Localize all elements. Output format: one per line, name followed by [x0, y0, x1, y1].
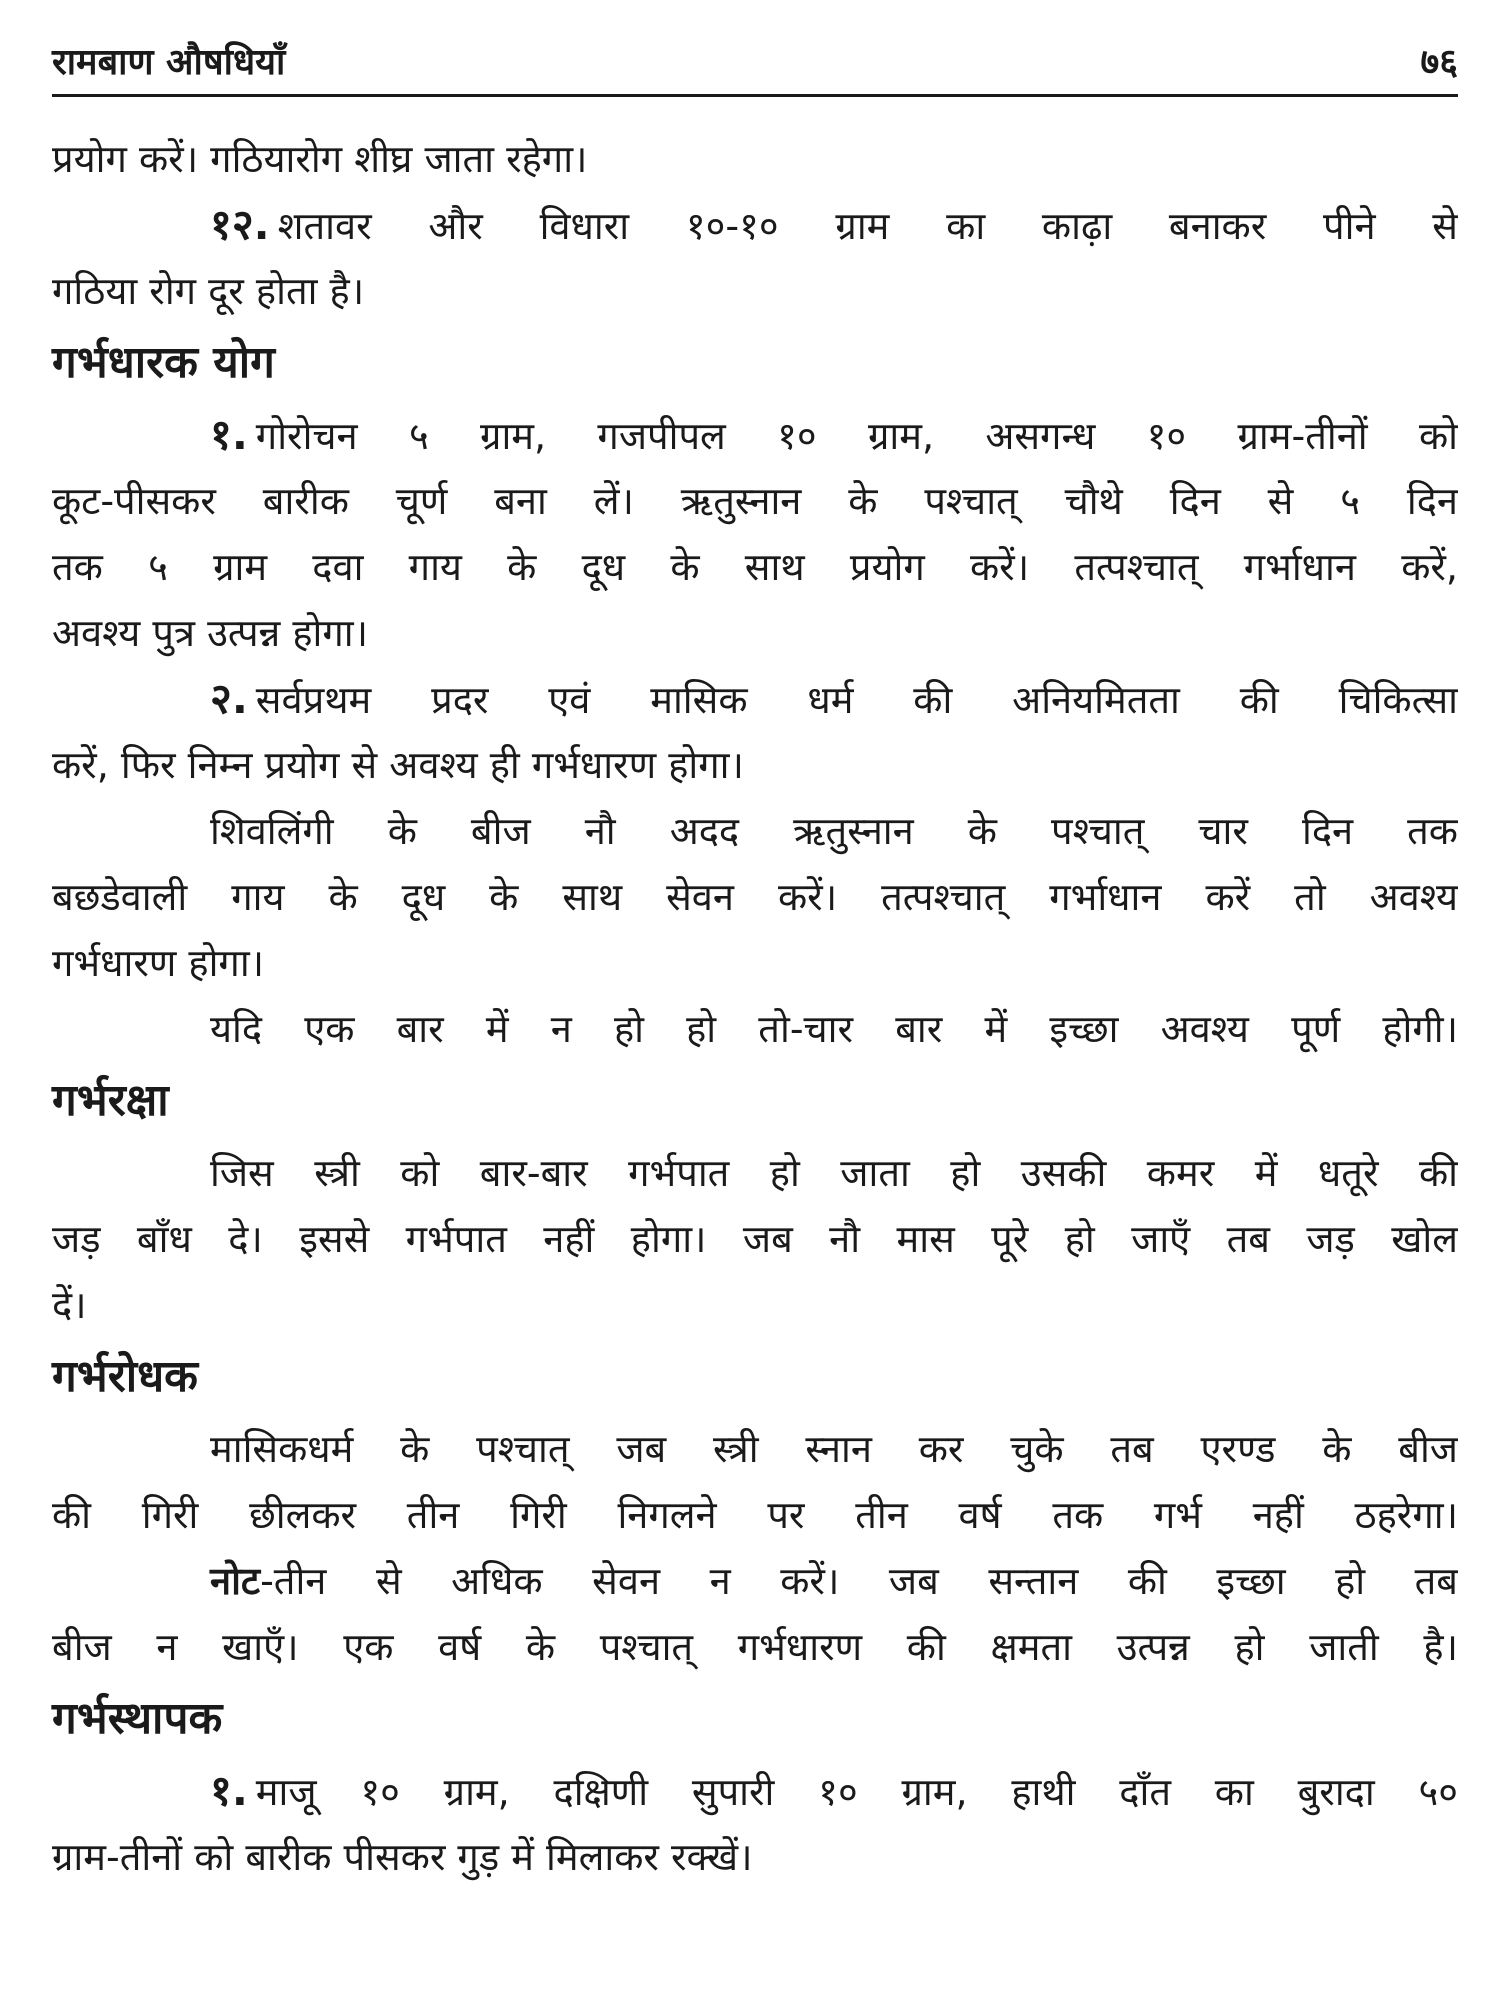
item-number: १. — [210, 1766, 248, 1815]
section-heading: गर्भधारक योग — [52, 337, 275, 388]
section-heading: गर्भरोधक — [52, 1351, 198, 1402]
line-text: शतावर और विधारा १०-१० ग्राम का काढ़ा बनाकर पीने से — [277, 204, 1458, 248]
page-number: ७६ — [1420, 42, 1458, 83]
body-line: अवश्य पुत्र उत्पन्न होगा। — [52, 611, 368, 655]
body-line: गर्भधारण होगा। — [52, 941, 265, 985]
body-line: जिस स्त्री को बार-बार गर्भपात हो जाता हो उसकी कमर में धतूरे की — [210, 1151, 1458, 1195]
line-text: -तीन से अधिक सेवन न करें। जब सन्तान की इच्छा हो तब — [260, 1559, 1458, 1603]
numbered-line — [52, 402, 1458, 468]
body-line: ग्राम-तीनों को बारीक पीसकर गुड़ में मिलाकर रक्खें। — [52, 1835, 753, 1879]
body-line: मासिकधर्म के पश्चात् जब स्त्री स्नान कर चुके तब एरण्ड के बीज — [210, 1427, 1458, 1471]
body-line: कूट-पीसकर बारीक चूर्ण बना लें। ऋतुस्नान के पश्चात् चौथे दिन से ५ दिन — [52, 479, 1458, 523]
note-label: नोट — [210, 1559, 261, 1603]
body-line: बीज न खाएँ। एक वर्ष के पश्चात् गर्भधारण की क्षमता उत्पन्न हो जाती है। — [52, 1625, 1458, 1669]
body-line: तक ५ ग्राम दवा गाय के दूध के साथ प्रयोग करें। तत्पश्चात् गर्भाधान करें, — [52, 545, 1458, 589]
note-line — [52, 1548, 1458, 1614]
body-line: जड़ बाँध दे। इससे गर्भपात नहीं होगा। जब नौ मास पूरे हो जाएँ तब जड़ खोल — [52, 1217, 1458, 1261]
item-number: २. — [210, 674, 248, 723]
section-heading: गर्भस्थापक — [52, 1693, 223, 1744]
body-line: यदि एक बार में न हो हो तो-चार बार में इच्छा अवश्य पूर्ण होगी। — [210, 1007, 1458, 1051]
numbered-line — [52, 1758, 1458, 1824]
item-number: १. — [210, 410, 248, 459]
body-line: की गिरी छीलकर तीन गिरी निगलने पर तीन वर्ष तक गर्भ नहीं ठहरेगा। — [52, 1493, 1458, 1537]
section-heading: गर्भरक्षा — [52, 1075, 169, 1126]
page-content — [52, 126, 1458, 1890]
body-line: प्रयोग करें। गठियारोग शीघ्र जाता रहेगा। — [52, 137, 588, 181]
body-line: बछडेवाली गाय के दूध के साथ सेवन करें। तत्पश्चात् गर्भाधान करें तो अवश्य — [52, 875, 1458, 919]
item-number: १२. — [210, 200, 270, 249]
line-text: गोरोचन ५ ग्राम, गजपीपल १० ग्राम, असगन्ध १० ग्राम-तीनों को — [255, 414, 1458, 458]
numbered-line — [52, 666, 1458, 732]
page-header — [52, 28, 1458, 97]
running-title: रामबाण औषधियाँ — [52, 42, 286, 83]
body-line: दें। — [52, 1283, 87, 1327]
line-text: सर्वप्रथम प्रदर एवं मासिक धर्म की अनियमितता की चिकित्सा — [255, 678, 1458, 722]
body-line: करें, फिर निम्न प्रयोग से अवश्य ही गर्भधारण होगा। — [52, 743, 744, 787]
line-text: माजू १० ग्राम, दक्षिणी सुपारी १० ग्राम, हाथी दाँत का बुरादा ५० — [255, 1770, 1458, 1814]
body-line: शिवलिंगी के बीज नौ अदद ऋतुस्नान के पश्चात् चार दिन तक — [210, 809, 1458, 853]
body-line: गठिया रोग दूर होता है। — [52, 269, 365, 313]
numbered-line — [52, 192, 1458, 258]
